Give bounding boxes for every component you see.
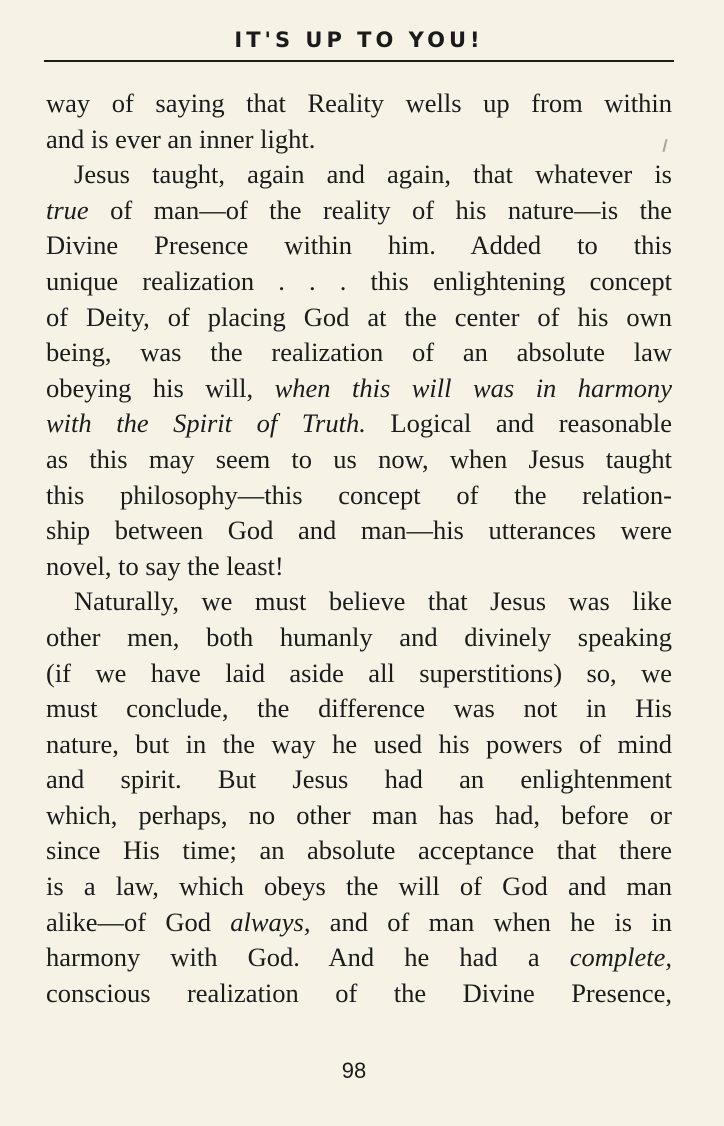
text-line: Jesus taught, again and again, that whatever is — [74, 159, 672, 190]
running-head: IT'S UP TO YOU! — [234, 28, 484, 52]
italic-text: with the Spirit of Truth. — [46, 408, 366, 439]
page-number: 98 — [341, 1058, 367, 1083]
text-line: (if we have laid aside all superstitions) so, we — [46, 657, 672, 688]
text-line: of Deity, of placing God at the center of his own — [46, 301, 672, 332]
text-fragment: Logical and reasonable — [365, 408, 673, 439]
text-line: conscious realization of the Divine Presence, — [46, 977, 672, 1008]
text-line: ship between God and man—his utterances were — [46, 515, 672, 546]
text-line: Divine Presence within him. Added to this — [46, 230, 672, 261]
text-line — [46, 940, 672, 976]
text-line: nature, but in the way he used his powers of mind — [46, 728, 672, 759]
text-line: since His time; an absolute acceptance that there — [46, 835, 672, 866]
text-fragment: and of man when he is in — [310, 906, 672, 937]
text-line — [46, 193, 672, 229]
text-fragment: harmony with God. And he had a — [46, 942, 570, 973]
text-line: and spirit. But Jesus had an enlightenment — [46, 764, 672, 795]
text-fragment: obeying his will, — [46, 372, 275, 403]
text-line: unique realization . . . this enlightening concept — [46, 265, 672, 296]
italic-text: complete, — [569, 942, 672, 973]
text-line — [46, 371, 672, 407]
text-line: Naturally, we must believe that Jesus was like — [74, 586, 672, 617]
text-line: which, perhaps, no other man has had, before or — [46, 799, 672, 830]
text-line — [46, 905, 672, 941]
text-line: this philosophy—this concept of the relation- — [46, 479, 672, 510]
text-line: novel, to say the least! — [46, 550, 284, 581]
text-line: is a law, which obeys the will of God and man — [46, 871, 672, 902]
text-fragment: of man—of the reality of his nature—is the — [88, 194, 672, 225]
text-line: must conclude, the difference was not in His — [46, 693, 672, 724]
text-line: way of saying that Reality wells up from within — [46, 88, 672, 118]
italic-text: always, — [230, 906, 311, 937]
body-text — [46, 86, 672, 1011]
text-fragment: alike—of God — [46, 906, 231, 937]
italic-text: true — [46, 194, 89, 225]
header-rule — [44, 60, 674, 62]
text-line: as this may seem to us now, when Jesus taught — [46, 443, 672, 474]
text-line — [46, 406, 672, 442]
text-line: and is ever an inner light. — [46, 123, 316, 154]
text-line: being, was the realization of an absolute law — [46, 337, 672, 368]
text-line: other men, both humanly and divinely speaking — [46, 621, 672, 652]
italic-text: when this will was in harmony — [274, 372, 672, 403]
